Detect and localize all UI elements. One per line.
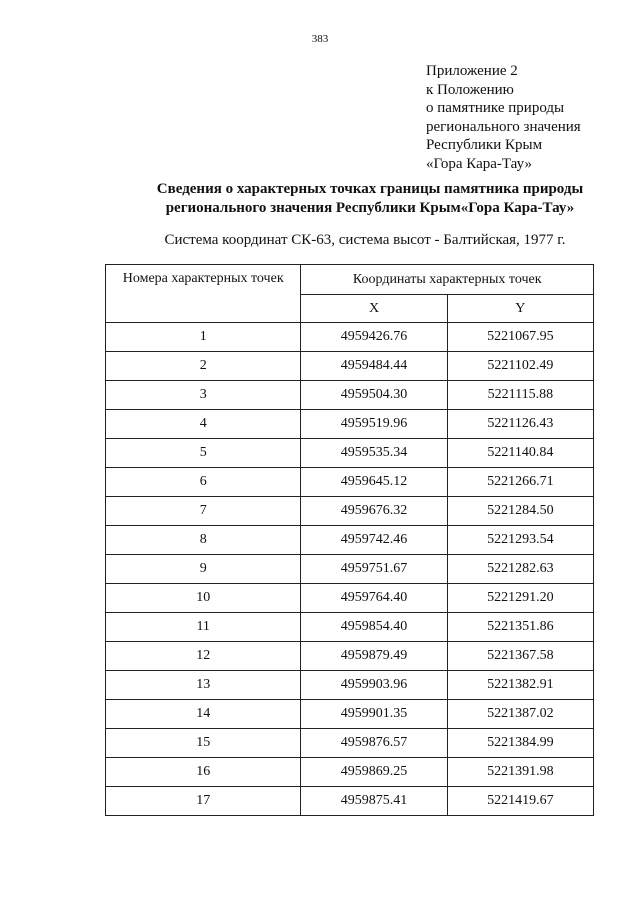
table-row (106, 439, 594, 468)
cell-x: 4959504.30 (301, 381, 447, 410)
header-x: X (301, 295, 447, 323)
document-title-line: регионального значения Республики Крым«Гора Кара-Тау» (165, 200, 575, 216)
table-row (106, 729, 594, 758)
cell-x: 4959876.57 (301, 729, 447, 758)
cell-point-number: 13 (106, 671, 301, 700)
cell-y: 5221126.43 (447, 410, 593, 439)
cell-point-number: 4 (106, 410, 301, 439)
cell-x: 4959901.35 (301, 700, 447, 729)
document-title-line: Сведения о характерных точках границы памятника природы (156, 181, 584, 197)
cell-x: 4959645.12 (301, 468, 447, 497)
cell-y: 5221387.02 (447, 700, 593, 729)
table-row (106, 642, 594, 671)
cell-point-number: 6 (106, 468, 301, 497)
appendix-line: о памятнике природы (426, 100, 565, 117)
table-row (106, 497, 594, 526)
header-point-numbers: Номера характерных точек (106, 265, 301, 323)
cell-y: 5221367.58 (447, 642, 593, 671)
table-row (106, 700, 594, 729)
cell-x: 4959676.32 (301, 497, 447, 526)
cell-y: 5221419.67 (447, 787, 593, 816)
coordinate-system-note: Система координат СК-63, система высот - Балтийская, 1977 г. (164, 232, 566, 248)
cell-point-number: 10 (106, 584, 301, 613)
table-row (106, 787, 594, 816)
table-row (106, 352, 594, 381)
cell-point-number: 14 (106, 700, 301, 729)
table-row (106, 410, 594, 439)
table-row (106, 671, 594, 700)
cell-point-number: 2 (106, 352, 301, 381)
table-row (106, 584, 594, 613)
cell-y: 5221282.63 (447, 555, 593, 584)
cell-y: 5221266.71 (447, 468, 593, 497)
cell-x: 4959742.46 (301, 526, 447, 555)
appendix-note (426, 62, 581, 174)
cell-x: 4959869.25 (301, 758, 447, 787)
cell-y: 5221382.91 (447, 671, 593, 700)
table-row (106, 323, 594, 352)
cell-point-number: 16 (106, 758, 301, 787)
header-y: Y (447, 295, 593, 323)
cell-x: 4959535.34 (301, 439, 447, 468)
cell-y: 5221115.88 (447, 381, 593, 410)
cell-y: 5221140.84 (447, 439, 593, 468)
table-row (106, 758, 594, 787)
table-row (106, 381, 594, 410)
cell-point-number: 11 (106, 613, 301, 642)
appendix-line: «Гора Кара-Тау» (426, 155, 532, 172)
cell-y: 5221293.54 (447, 526, 593, 555)
table-row (106, 555, 594, 584)
cell-x: 4959903.96 (301, 671, 447, 700)
cell-x: 4959426.76 (301, 323, 447, 352)
table-body (106, 323, 594, 816)
cell-y: 5221384.99 (447, 729, 593, 758)
appendix-line: Приложение 2 (426, 63, 518, 79)
cell-y: 5221067.95 (447, 323, 593, 352)
cell-point-number: 12 (106, 642, 301, 671)
cell-y: 5221284.50 (447, 497, 593, 526)
table-row (106, 613, 594, 642)
cell-x: 4959879.49 (301, 642, 447, 671)
header-coordinates: Координаты характерных точек (301, 265, 594, 295)
document-title (110, 180, 630, 218)
cell-x: 4959854.40 (301, 613, 447, 642)
table-row (106, 468, 594, 497)
cell-point-number: 9 (106, 555, 301, 584)
cell-y: 5221102.49 (447, 352, 593, 381)
cell-y: 5221291.20 (447, 584, 593, 613)
cell-x: 4959484.44 (301, 352, 447, 381)
cell-point-number: 15 (106, 729, 301, 758)
cell-x: 4959751.67 (301, 555, 447, 584)
cell-point-number: 5 (106, 439, 301, 468)
cell-y: 5221391.98 (447, 758, 593, 787)
cell-x: 4959875.41 (301, 787, 447, 816)
appendix-line: к Положению (426, 81, 514, 98)
cell-point-number: 8 (106, 526, 301, 555)
table-row (106, 526, 594, 555)
cell-point-number: 7 (106, 497, 301, 526)
cell-y: 5221351.86 (447, 613, 593, 642)
cell-point-number: 3 (106, 381, 301, 410)
appendix-line: регионального значения (426, 118, 581, 135)
cell-x: 4959519.96 (301, 410, 447, 439)
coordinates-table (105, 264, 594, 816)
appendix-line: Республики Крым (426, 137, 543, 154)
page-number: 383 (311, 33, 329, 45)
cell-x: 4959764.40 (301, 584, 447, 613)
cell-point-number: 17 (106, 787, 301, 816)
cell-point-number: 1 (106, 323, 301, 352)
